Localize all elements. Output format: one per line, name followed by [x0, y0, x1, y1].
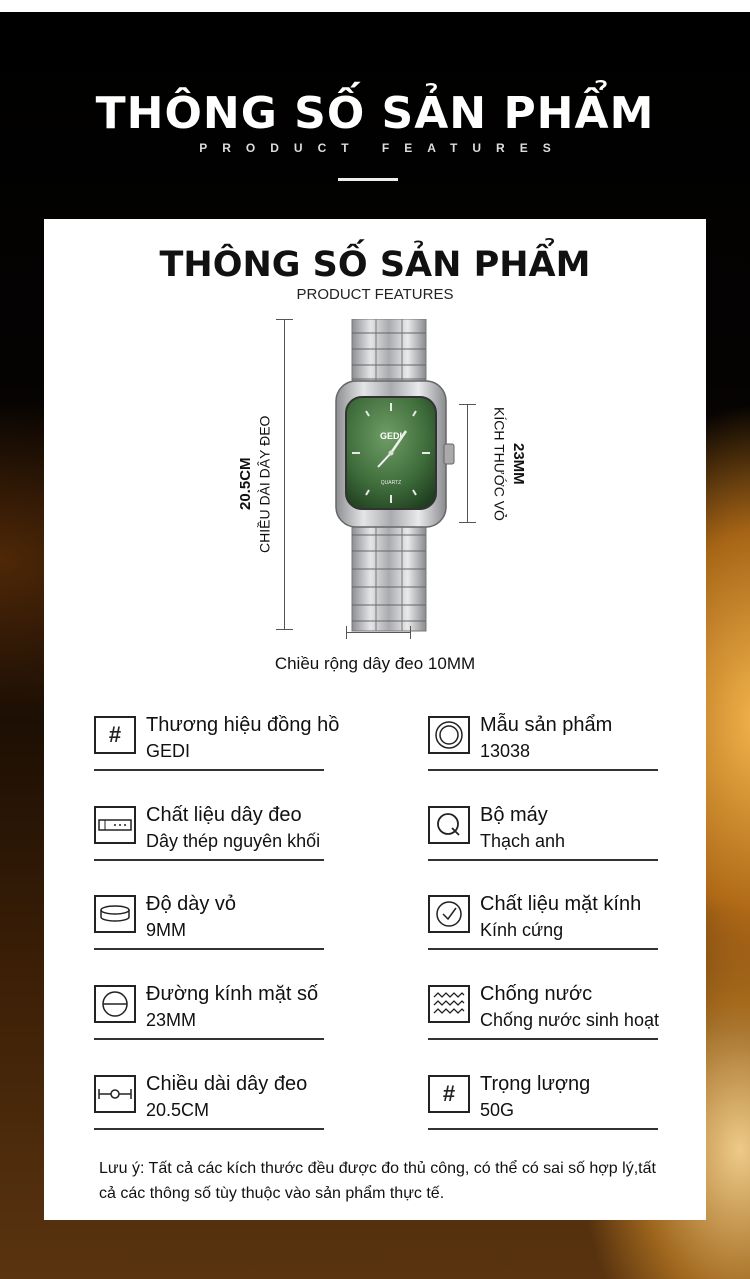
spec-value: Dây thép nguyên khối	[146, 831, 321, 851]
bracelet-bottom	[352, 519, 426, 631]
hash-icon: #	[94, 716, 136, 754]
spec-divider	[428, 769, 658, 771]
spec-strap-material	[94, 806, 324, 864]
spec-divider	[428, 859, 658, 861]
strap-length-text: CHIỀU DÀI DÂY ĐEO	[256, 415, 273, 553]
thickness-icon	[94, 895, 136, 933]
spec-divider	[428, 1128, 658, 1130]
glass-icon	[428, 895, 470, 933]
case-size-label	[478, 404, 528, 524]
strap-width-label: Chiều rộng dây đeo 10MM	[274, 654, 476, 673]
strap-width-cap-left	[346, 626, 347, 639]
strap-width-cap-right	[410, 626, 411, 639]
case-size-value: 23MM	[510, 443, 527, 485]
watch-diagram	[44, 314, 706, 654]
spec-label: Thương hiệu đồng hồ	[146, 714, 340, 736]
spec-value: 50G	[480, 1100, 515, 1120]
spec-dial-diameter	[94, 985, 324, 1043]
spec-label: Độ dày vỏ	[146, 893, 237, 915]
strap-length-cap-bottom	[276, 629, 293, 630]
strap-width-line	[346, 632, 410, 633]
watch-face-icon	[428, 716, 470, 754]
card-subtitle: PRODUCT FEATURES	[296, 286, 454, 303]
spec-divider	[428, 1038, 658, 1040]
watch-image	[314, 319, 464, 639]
dial-text: QUARTZ	[380, 480, 402, 486]
spec-weight	[428, 1075, 658, 1133]
spec-divider	[428, 948, 658, 950]
diameter-icon	[94, 985, 136, 1023]
spec-card	[44, 219, 706, 1220]
spec-divider	[94, 859, 324, 861]
spec-label: Trọng lượng	[480, 1073, 591, 1095]
spec-value: Chống nước sinh hoạt	[480, 1010, 659, 1030]
spec-value: 9MM	[146, 920, 186, 940]
spec-label: Mẫu sản phẩm	[480, 714, 613, 736]
water-icon	[428, 985, 470, 1023]
strap-length-label	[236, 409, 286, 559]
spec-divider	[94, 1128, 324, 1130]
page-subtitle: PRODUCT FEATURES	[199, 141, 566, 155]
spec-value: Thạch anh	[480, 831, 566, 851]
strap-icon	[94, 806, 136, 844]
hash-icon: #	[428, 1075, 470, 1113]
spec-case-thickness	[94, 895, 324, 953]
spec-label: Chống nước	[480, 983, 593, 1005]
dial-brand: GEDI	[379, 431, 403, 441]
length-icon	[94, 1075, 136, 1113]
disclaimer-note: Lưu ý: Tất cả các kích thước đều được đo thủ công, có thể có sai số hợp lý,tất cả các thông số tùy thuộc vào sản phẩm thực tế.	[99, 1160, 656, 1202]
top-border	[0, 0, 750, 12]
spec-water-resistance	[428, 985, 658, 1043]
spec-strap-length	[94, 1075, 324, 1133]
case-size-text: KÍCH THƯỚC VỎ	[491, 407, 508, 521]
strap-length-value: 20.5CM	[237, 457, 254, 511]
spec-model	[428, 716, 658, 774]
spec-divider	[94, 769, 324, 771]
spec-label: Chiều dài dây đeo	[146, 1073, 308, 1095]
spec-label: Bộ máy	[480, 804, 548, 826]
spec-label: Chất liệu mặt kính	[480, 893, 642, 915]
spec-value: 13038	[480, 741, 531, 761]
movement-icon	[428, 806, 470, 844]
spec-label: Đường kính mặt số	[146, 983, 319, 1005]
spec-brand	[94, 714, 340, 774]
spec-value: 23MM	[146, 1010, 197, 1030]
title-divider	[338, 178, 398, 181]
case-size-line	[467, 404, 468, 522]
spec-value: 20.5CM	[146, 1100, 210, 1120]
bracelet-top	[352, 319, 426, 389]
spec-divider	[94, 1038, 324, 1040]
page-title: THÔNG SỐ SẢN PHẨM	[95, 88, 655, 139]
spec-glass-material	[428, 895, 658, 953]
spec-value: GEDI	[146, 741, 191, 761]
strap-length-cap-top	[276, 319, 293, 320]
spec-label: Chất liệu dây đeo	[146, 804, 302, 826]
spec-value: Kính cứng	[480, 920, 564, 940]
card-title: THÔNG SỐ SẢN PHẨM	[159, 245, 591, 285]
spec-divider	[94, 948, 324, 950]
spec-movement	[428, 806, 658, 864]
